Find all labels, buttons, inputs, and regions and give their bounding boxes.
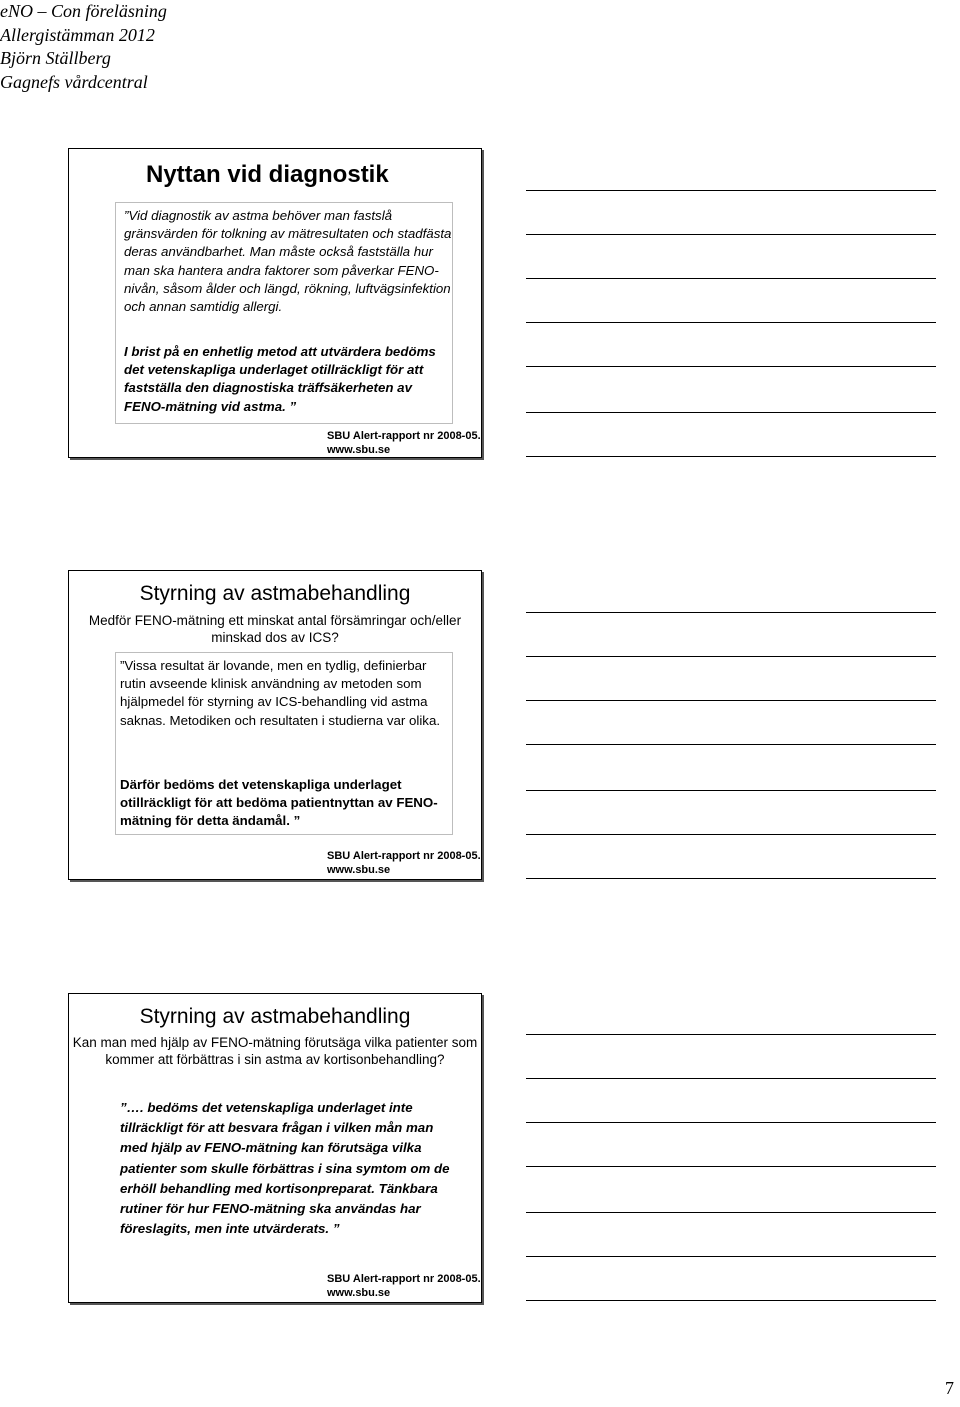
page-number: 7 <box>945 1378 954 1398</box>
source-report: SBU Alert-rapport nr 2008-05. <box>327 430 481 442</box>
note-line <box>526 790 936 791</box>
slide-title: Styrning av astmabehandling <box>139 582 411 605</box>
note-line <box>526 612 936 613</box>
note-line <box>526 1256 936 1257</box>
note-line <box>526 1034 936 1035</box>
quote-conclusion: ”…. bedöms det vetenskapliga underlaget inte tillräckligt för att besvara frågan i vilken mån man med hjälp av FENO-mätning kan förutsäga vilka patienter som skulle förbättras i sina symtom om de erhöll behandling med kortisonpreparat. Tänkbara rutiner för hur FENO-mätning ska användas har föreslagits, men inte utvärderats. ” <box>120 1100 450 1237</box>
quote-text: ”Vissa resultat är lovande, men en tydlig, definierbar rutin avseende klinisk användning av metoden som hjälpmedel för styrning av ICS-behandling vid astma saknas. Metodiken och resultaten i studierna var olika. <box>120 658 441 728</box>
source-citation <box>327 429 481 457</box>
note-line <box>526 744 936 745</box>
slide-1 <box>68 148 482 458</box>
slide-2 <box>68 570 482 880</box>
source-url: www.sbu.se <box>327 1287 391 1299</box>
note-line <box>526 656 936 657</box>
source-url: www.sbu.se <box>327 444 391 456</box>
source-report: SBU Alert-rapport nr 2008-05. <box>327 850 481 862</box>
document-header <box>0 0 167 94</box>
source-citation <box>327 849 481 877</box>
note-line <box>526 322 936 323</box>
header-line-3: Björn Ställberg <box>0 48 111 68</box>
note-line <box>526 1078 936 1079</box>
note-line <box>526 834 936 835</box>
note-line <box>526 278 936 279</box>
source-citation <box>327 1272 481 1300</box>
note-line <box>526 456 936 457</box>
quote-text: ”Vid diagnostik av astma behöver man fastslå gränsvärden för tolkning av mätresultaten och stadfästa deras användbarhet. Man måste också fastställa hur man ska hantera andra faktorer som påverkar FENO-nivån, såsom ålder och längd, rökning, luftvägsinfektion och annan samtidig allergi. <box>124 208 452 315</box>
note-line <box>526 234 936 235</box>
source-report: SBU Alert-rapport nr 2008-05. <box>327 1273 481 1285</box>
note-line <box>526 1166 936 1167</box>
note-line <box>526 1300 936 1301</box>
quote-conclusion: I brist på en enhetlig metod att utvärdera bedöms det vetenskapliga underlaget otillräckligt för att fastställa den diagnostiska träffsäkerheten av FENO-mätning vid astma. ” <box>124 344 436 414</box>
note-line <box>526 1212 936 1213</box>
note-line <box>526 412 936 413</box>
note-line <box>526 1122 936 1123</box>
header-line-1: eNO – Con föreläsning <box>0 1 167 21</box>
header-line-2: Allergistämman 2012 <box>0 24 155 45</box>
slide-title: Nyttan vid diagnostik <box>146 161 389 188</box>
note-line <box>526 878 936 879</box>
slide-3 <box>68 993 482 1303</box>
header-line-4: Gagnefs vårdcentral <box>0 71 148 92</box>
slide-subtitle: Medför FENO-mätning ett minskat antal försämringar och/eller minskad dos av ICS? <box>88 613 462 645</box>
slide-subtitle: Kan man med hjälp av FENO-mätning förutsäga vilka patienter som kommer att förbättras i sin astma av kortisonbehandling? <box>72 1035 478 1067</box>
quote-conclusion: Därför bedöms det vetenskapliga underlaget otillräckligt för att bedöma patientnyttan av FENO-mätning för detta ändamål. ” <box>120 777 438 829</box>
source-url: www.sbu.se <box>327 864 391 876</box>
note-line <box>526 366 936 367</box>
note-line <box>526 190 936 191</box>
slide-title: Styrning av astmabehandling <box>139 1005 411 1028</box>
note-line <box>526 700 936 701</box>
